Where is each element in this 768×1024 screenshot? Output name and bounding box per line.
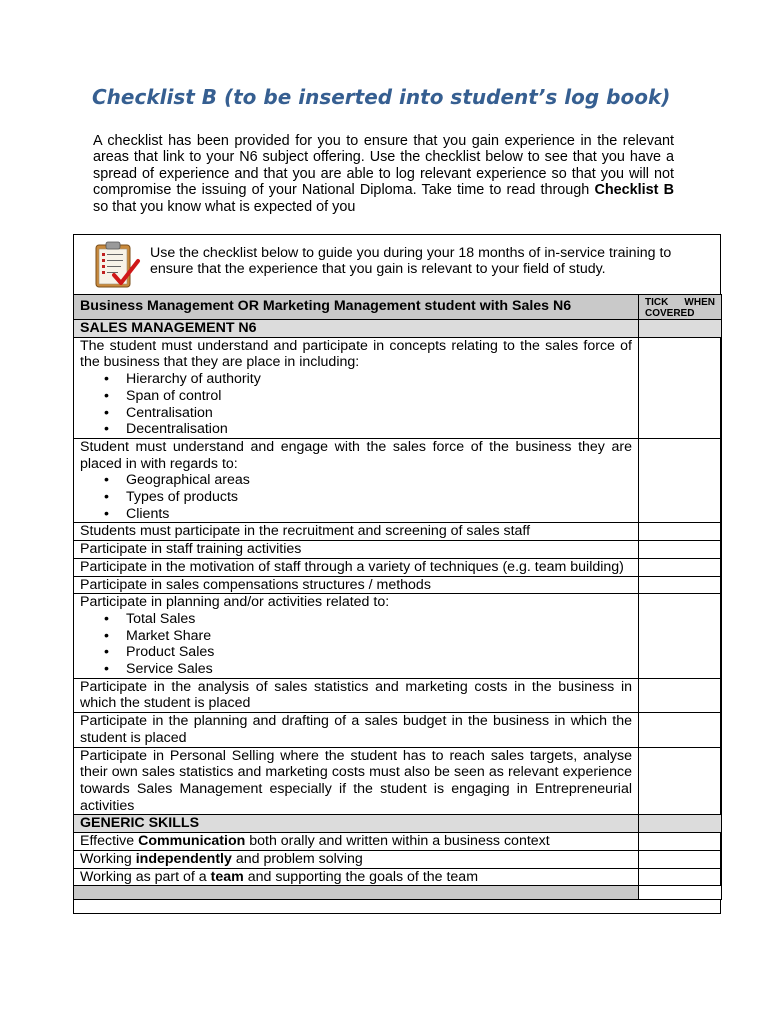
intro-text-end: so that you know what is expected of you — [93, 198, 356, 215]
table-row — [74, 678, 722, 712]
list-item: • Clients — [126, 506, 632, 523]
header-tick-label: TICK WHEN COVERED — [639, 295, 722, 320]
header-student-label: Business Management OR Marketing Management student with Sales N6 — [74, 295, 639, 320]
item-text: Participate in Personal Selling where the student has to reach sales targets, analyse their own sales statistics and marketing costs must also be seen as relevant experience towards Sales Management especially if the student is engaging in Entrepreneurial activities — [74, 747, 639, 815]
tick-cell — [639, 320, 722, 338]
item-text: Participate in the motivation of staff through a variety of techniques (e.g. team building) — [74, 558, 639, 576]
list-item: • Decentralisation — [126, 421, 632, 438]
table-row — [74, 337, 722, 438]
list-item: • Market Share — [126, 628, 632, 645]
tick-cell[interactable] — [639, 850, 722, 868]
item-cell — [74, 594, 639, 679]
intro-bold-text: Checklist B — [594, 182, 674, 199]
list-item: • Total Sales — [126, 611, 632, 628]
bullet-list — [80, 371, 632, 438]
checklist-title: Checklist B (to be inserted into student’s log book) — [92, 85, 671, 109]
item-text: Students must participate in the recruitment and screening of sales staff — [74, 523, 639, 541]
tick-cell[interactable] — [639, 678, 722, 712]
generic-text-end: and supporting the goals of the team — [243, 868, 479, 885]
table-row — [74, 541, 722, 559]
generic-bold: Communication — [138, 833, 246, 850]
table-row — [74, 523, 722, 541]
tick-cell[interactable] — [639, 523, 722, 541]
list-item: • Hierarchy of authority — [126, 371, 632, 388]
table-row — [74, 576, 722, 594]
checklist-banner — [74, 235, 720, 294]
generic-text: Working — [80, 850, 136, 867]
list-item: • Product Sales — [126, 644, 632, 661]
item-cell — [74, 337, 639, 438]
tick-cell[interactable] — [639, 886, 722, 900]
section-title-sales: SALES MANAGEMENT N6 — [74, 320, 639, 338]
blank-cell — [74, 886, 639, 900]
tick-cell — [639, 815, 722, 833]
generic-item — [74, 833, 639, 851]
section-row-sales — [74, 320, 722, 338]
item-text: Participate in the planning and drafting of a sales budget in the business in which the student is placed — [74, 713, 639, 747]
tick-cell[interactable] — [639, 594, 722, 679]
section-title-generic: GENERIC SKILLS — [74, 815, 639, 833]
intro-paragraph — [93, 133, 674, 215]
tick-cell[interactable] — [639, 541, 722, 559]
tick-cell[interactable] — [639, 747, 722, 815]
generic-item — [74, 868, 639, 886]
blank-row — [74, 886, 722, 900]
item-text: Student must understand and engage with the sales force of the business they are placed in with regards to: — [80, 438, 632, 472]
table-row — [74, 594, 722, 679]
tick-cell[interactable] — [639, 337, 722, 438]
item-cell — [74, 438, 639, 523]
table-header-row — [74, 295, 722, 320]
table-row — [74, 850, 722, 868]
checklist-table — [73, 294, 722, 900]
table-row — [74, 833, 722, 851]
tick-cell[interactable] — [639, 833, 722, 851]
table-row — [74, 868, 722, 886]
tick-cell[interactable] — [639, 576, 722, 594]
generic-text-end: and problem solving — [231, 850, 363, 867]
list-item: • Span of control — [126, 388, 632, 405]
list-item: • Types of products — [126, 489, 632, 506]
item-text: The student must understand and participate in concepts relating to the sales force of the business that they are place in including: — [80, 337, 632, 371]
tick-cell[interactable] — [639, 713, 722, 747]
bullet-list — [80, 472, 632, 522]
item-text: Participate in sales compensations structures / methods — [74, 576, 639, 594]
section-row-generic — [74, 815, 722, 833]
list-item: • Centralisation — [126, 405, 632, 422]
table-row — [74, 558, 722, 576]
generic-bold: independently — [135, 850, 232, 867]
generic-bold: team — [210, 868, 244, 885]
generic-text-end: both orally and written within a business context — [245, 833, 550, 850]
checklist-clipboard-icon — [90, 239, 142, 289]
table-row — [74, 713, 722, 747]
generic-text: Effective — [80, 833, 139, 850]
generic-text: Working as part of a — [80, 868, 211, 885]
item-text: Participate in the analysis of sales statistics and marketing costs in the business in which the student is placed — [74, 678, 639, 712]
intro-text: A checklist has been provided for you to ensure that you gain experience in the relevant areas that link to your N6 subject offering. Use the checklist below to see that you have a spread of experience and that you are able to log relevant experience so that you will not compromise the issuing of your National Diploma. Take time to read through — [93, 133, 674, 199]
item-text: Participate in staff training activities — [74, 541, 639, 559]
list-item: • Service Sales — [126, 661, 632, 678]
table-row — [74, 747, 722, 815]
tick-cell[interactable] — [639, 558, 722, 576]
generic-item — [74, 850, 639, 868]
bullet-list — [80, 611, 632, 678]
tick-cell[interactable] — [639, 868, 722, 886]
tick-cell[interactable] — [639, 438, 722, 523]
checklist-box — [73, 234, 721, 914]
list-item: • Geographical areas — [126, 472, 632, 489]
banner-instructions: Use the checklist below to guide you during your 18 months of in-service training to ensure that the experience that you gain is relevant to your field of study. — [150, 245, 672, 278]
item-text: Participate in planning and/or activities related to: — [80, 594, 390, 611]
table-row — [74, 438, 722, 523]
